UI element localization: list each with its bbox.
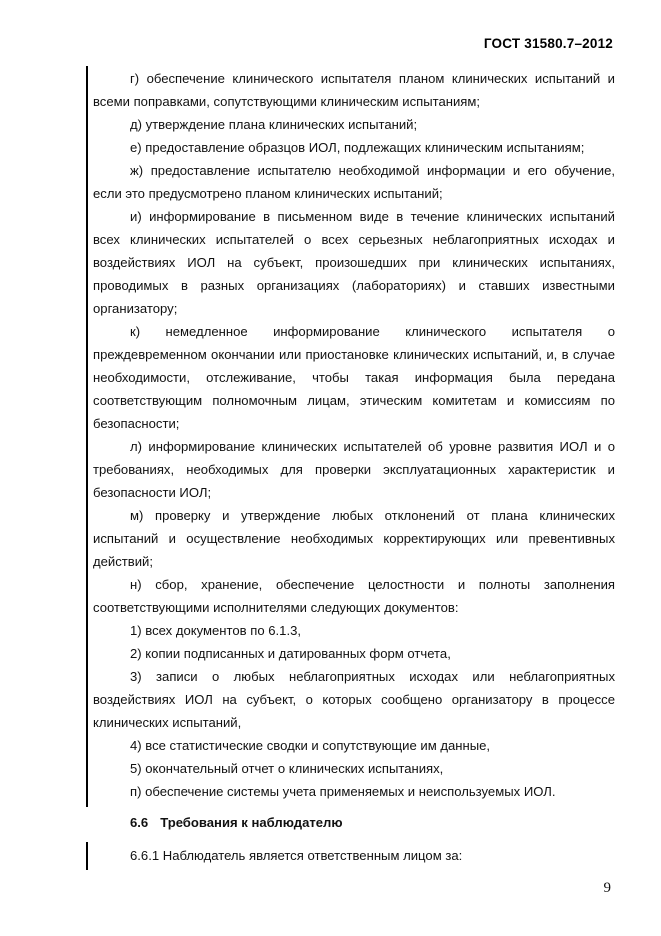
list-item-n: н) сбор, хранение, обеспечение целостности и полноты заполнения соответствующими исполнителями следующих документов:	[93, 577, 615, 615]
revision-change-bar	[86, 66, 88, 807]
list-item-i: и) информирование в письменном виде в течение клинических испытаний всех клинических испытателей о всех серьезных неблагоприятных исходах и воздействиях ИОЛ на субъект, произошедших при клинических испытаниях, проводимых в разных организациях (лабораториях) и ставших известными организатору;	[93, 209, 615, 316]
list-item-g: г) обеспечение клинического испытателя планом клинических испытаний и всеми поправками, сопутствующими клиническим испытаниям;	[93, 71, 615, 109]
sublist-item-3: 3) записи о любых неблагоприятных исходах или неблагоприятных воздействиях ИОЛ на субъект, о которых сообщено организатору в процессе клинических испытаний,	[93, 669, 615, 730]
list-item-p: п) обеспечение системы учета применяемых и неиспользуемых ИОЛ.	[130, 784, 556, 799]
list-item-l: л) информирование клинических испытателей об уровне развития ИОЛ и о требованиях, необходимых для проверки эксплуатационных характеристик и безопасности ИОЛ;	[93, 439, 615, 500]
document-code-header: ГОСТ 31580.7–2012	[483, 36, 613, 51]
clause-paragraph: 6.6.1 Наблюдатель является ответственным лицом за:	[130, 848, 463, 863]
sublist-item-1: 1) всех документов по 6.1.3,	[130, 623, 302, 638]
document-body	[93, 67, 615, 867]
section-heading	[93, 811, 615, 834]
revision-change-bar-bottom	[86, 842, 88, 870]
section-number: 6.6	[130, 815, 149, 830]
sublist-item-4: 4) все статистические сводки и сопутствующие им данные,	[130, 738, 491, 753]
list-item-m: м) проверку и утверждение любых отклонений от плана клинических испытаний и осуществление необходимых корректирующих или превентивных действий;	[93, 508, 615, 569]
sublist-item-5: 5) окончательный отчет о клинических испытаниях,	[130, 761, 444, 776]
list-item-e: е) предоставление образцов ИОЛ, подлежащих клиническим испытаниям;	[130, 140, 585, 155]
list-item-d: д) утверждение плана клинических испытаний;	[130, 117, 418, 132]
section-title: Требования к наблюдателю	[160, 815, 343, 830]
page-number: 9	[603, 880, 611, 896]
list-item-k: к) немедленное информирование клинического испытателя о преждевременном окончании или приостановке клинических испытаний, и, в случае необходимости, отслеживание, чтобы такая информация была передана соответствующим полномочным лицам, этическим комитетам и комиссиям по безопасности;	[93, 324, 615, 431]
list-item-zh: ж) предоставление испытателю необходимой информации и его обучение, если это предусмотрено планом клинических испытаний;	[93, 163, 615, 201]
sublist-item-2: 2) копии подписанных и датированных форм отчета,	[130, 646, 451, 661]
